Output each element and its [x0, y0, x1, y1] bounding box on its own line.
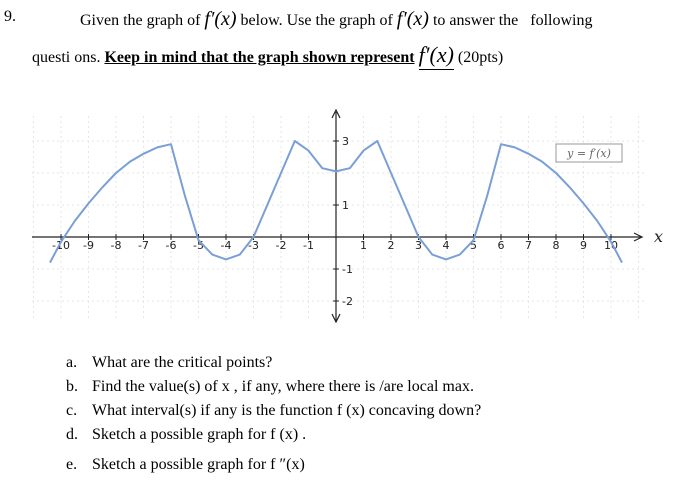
question-d-label: d.	[66, 426, 78, 443]
x-tick-label: -10	[52, 239, 70, 252]
question-line-1	[80, 8, 592, 31]
keep-in-mind-note: Keep in mind that the graph shown represent	[104, 49, 415, 66]
line1-tail: following	[530, 12, 593, 29]
question-b	[66, 378, 481, 402]
x-tick-label: 8	[552, 239, 560, 252]
question-a-text: What are the critical points?	[92, 354, 273, 371]
x-tick-label: -3	[248, 239, 259, 252]
f-prime-label-2: f′(x)	[396, 8, 429, 30]
x-tick-label: -2	[275, 239, 287, 252]
f-prime-label: f′(x)	[204, 8, 237, 30]
question-a-label: a.	[66, 354, 78, 371]
question-d	[66, 426, 481, 450]
question-e	[66, 456, 481, 480]
x-tick-label: 5	[470, 239, 477, 252]
question-a	[66, 354, 481, 378]
points-label: (20pts)	[457, 49, 504, 66]
question-e-label: e.	[66, 456, 78, 473]
line1-text: Given the graph of	[80, 12, 201, 29]
question-d-text: Sketch a possible graph for f (x) .	[92, 426, 307, 443]
question-b-text: Find the value(s) of x , if any, where there is /are local max.	[92, 378, 474, 395]
question-list	[66, 354, 481, 480]
legend-label: y = f′(x)	[567, 147, 611, 160]
x-tick-label: 10	[604, 239, 618, 252]
question-line-2	[32, 42, 503, 68]
x-tick-label: 9	[580, 239, 587, 252]
x-tick-label: -5	[193, 239, 204, 252]
y-tick-label: -1	[342, 263, 353, 276]
y-tick-label: 1	[342, 199, 349, 212]
y-tick-label: -2	[342, 295, 353, 308]
line2-start: questi ons.	[32, 49, 101, 66]
x-tick-label: -7	[138, 239, 149, 252]
line1-mid: below. Use the graph of	[240, 12, 393, 29]
question-c	[66, 402, 481, 426]
question-e-text: Sketch a possible graph for f ″(x)	[92, 456, 305, 473]
x-tick-label: 3	[415, 239, 422, 252]
x-tick-label: -1	[303, 239, 314, 252]
x-tick-label: 2	[387, 239, 395, 252]
question-c-text: What interval(s) if any is the function f (x) concaving down?	[92, 402, 482, 419]
x-tick-label: 6	[497, 239, 505, 252]
x-tick-label: 7	[525, 239, 532, 252]
y-tick-label: 3	[342, 135, 349, 148]
question-b-label: b.	[66, 378, 78, 395]
x-tick-label: 1	[360, 239, 367, 252]
x-tick-label: -8	[110, 239, 122, 252]
x-tick-label: 4	[442, 239, 450, 252]
x-tick-label: -6	[165, 239, 177, 252]
x-tick-label: -4	[220, 239, 232, 252]
question-number: 9.	[4, 8, 16, 25]
x-tick-label: -9	[83, 239, 94, 252]
x-axis-label: x	[654, 227, 664, 246]
f-prime-graph	[26, 106, 666, 326]
line1-end: to answer the	[432, 12, 519, 29]
question-c-label: c.	[66, 402, 78, 419]
f-prime-emphasis: f′(x)	[419, 42, 454, 70]
